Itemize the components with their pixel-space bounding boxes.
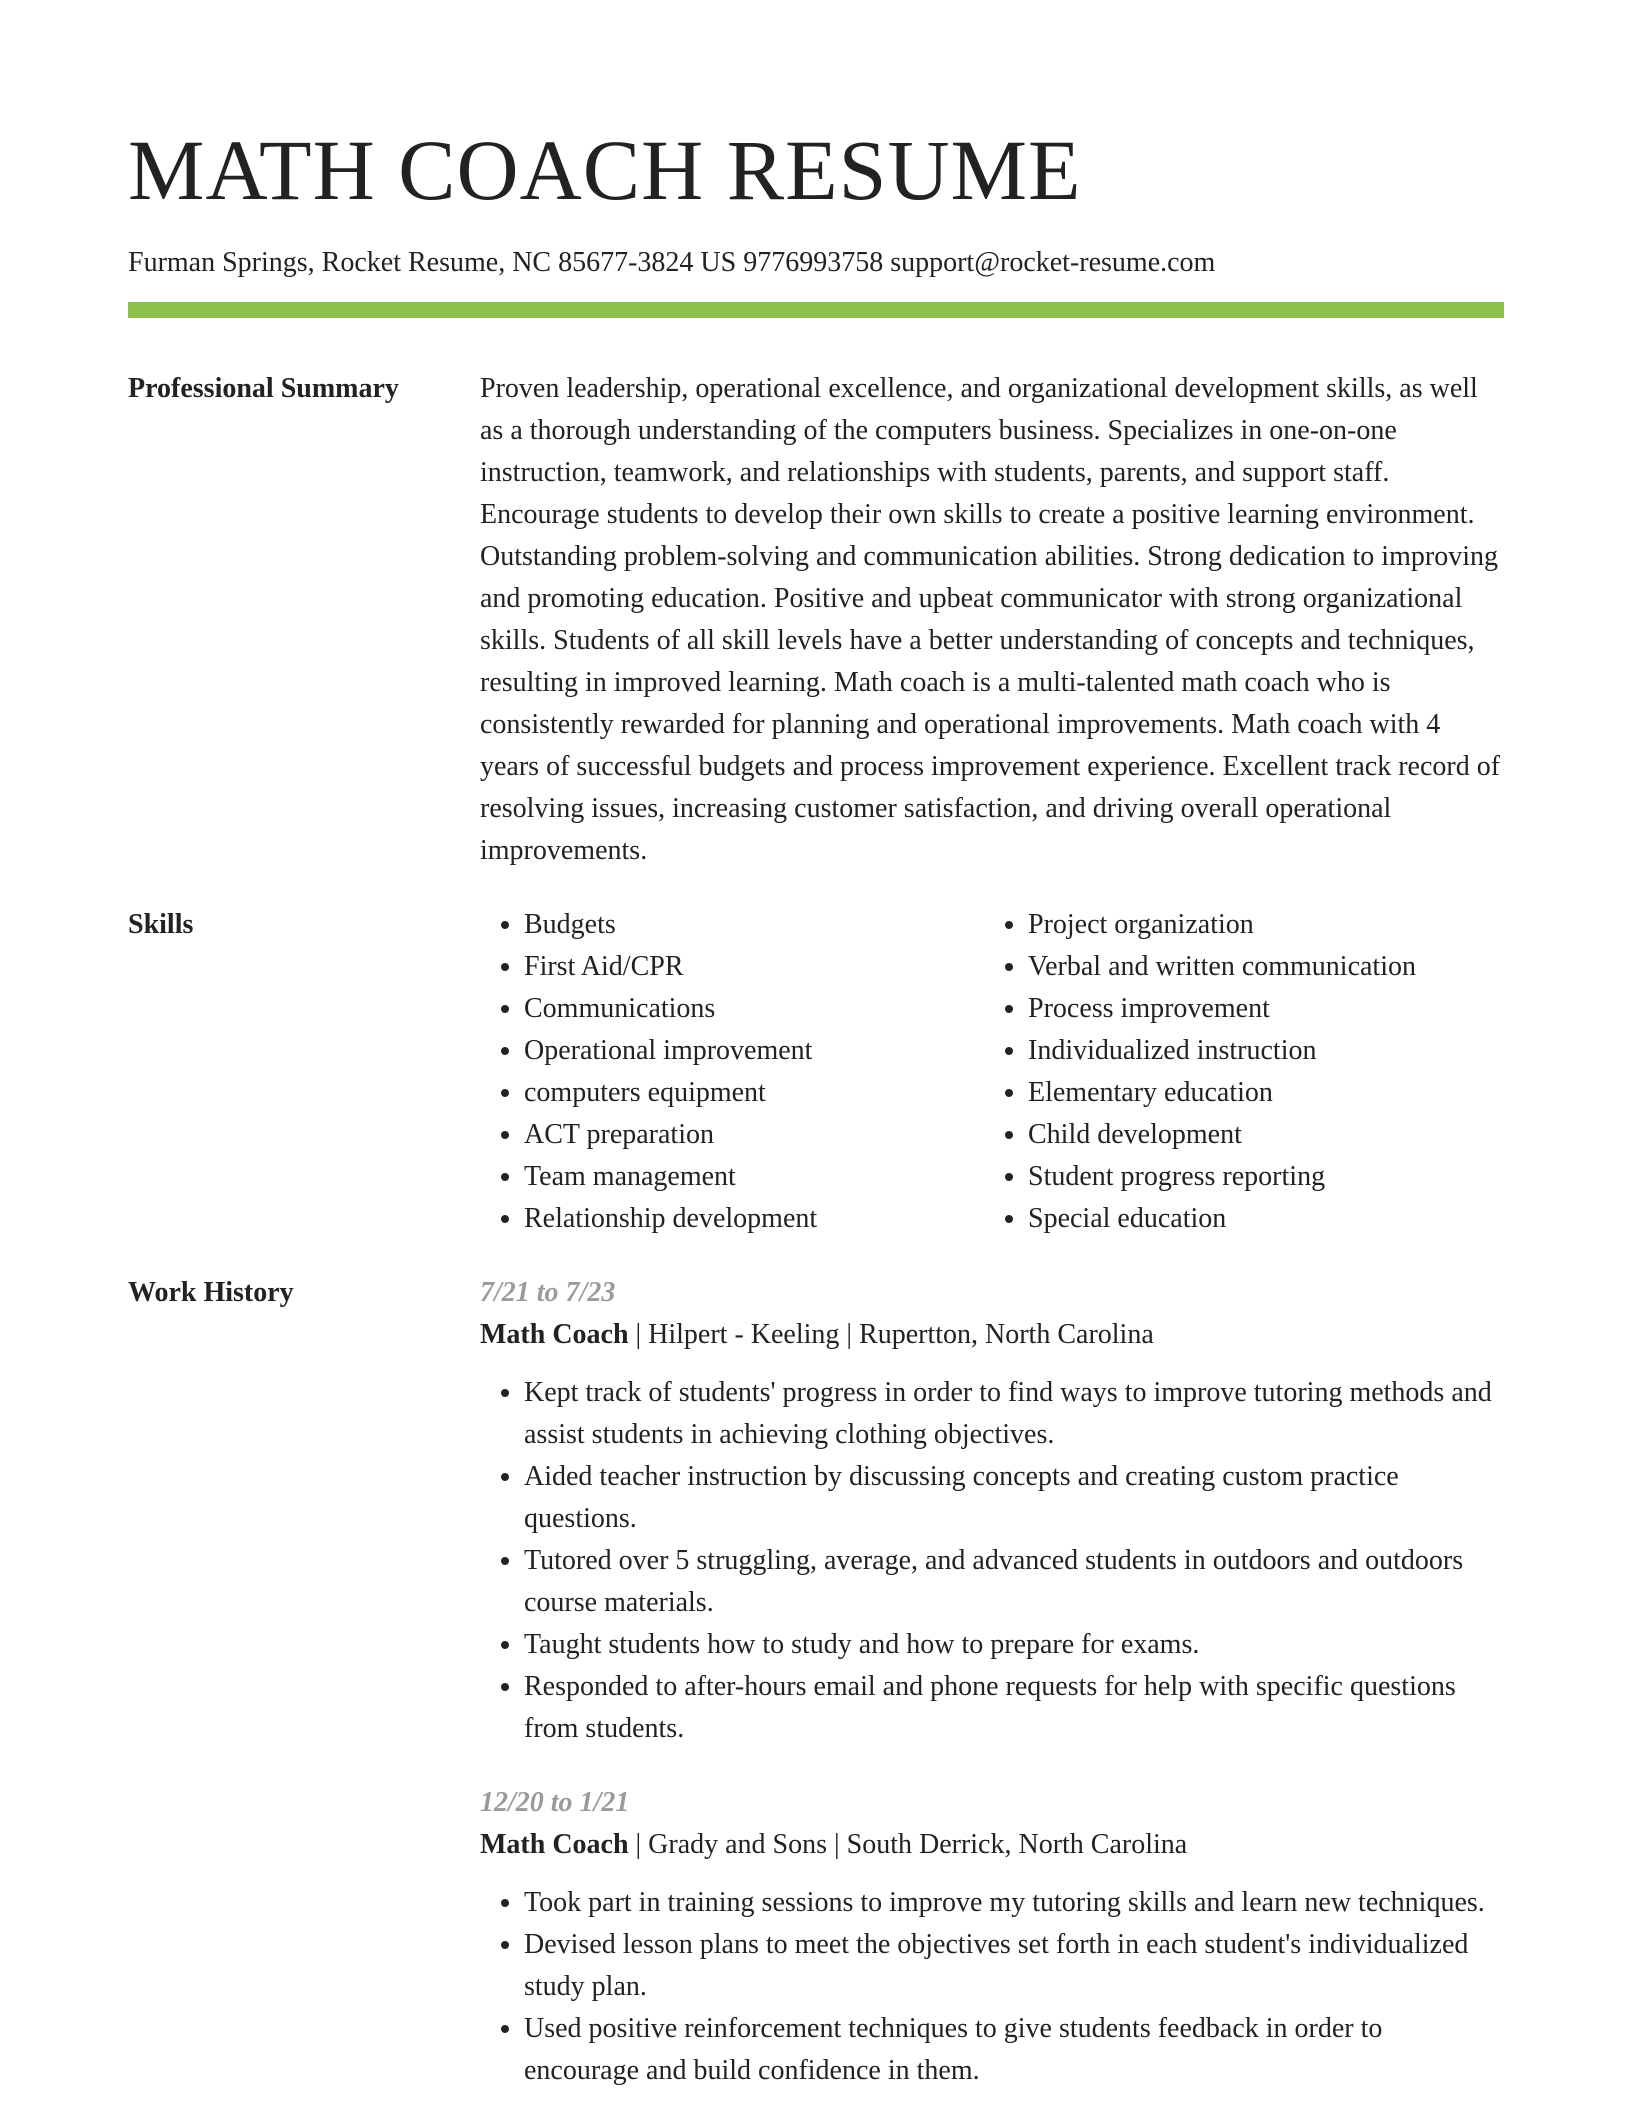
job-bullet: • Tutored over 5 struggling, average, and advanced students in outdoors and outdoors course materials. [524, 1540, 1504, 1624]
skill-item: • Operational improvement [524, 1030, 984, 1072]
job-bullet-list [480, 1372, 1504, 1750]
skill-item: • Elementary education [1028, 1072, 1504, 1114]
job-bullet: • Aided teacher instruction by discussing concepts and creating custom practice questions. [524, 1456, 1504, 1540]
work-history-heading: Work History [128, 1277, 294, 1308]
summary-body [480, 368, 1504, 872]
job-bullet: • Took part in training sessions to improve my tutoring skills and learn new techniques. [524, 1882, 1504, 1924]
job-bullet: • Devised lesson plans to meet the objectives set forth in each student's individualized study plan. [524, 1924, 1504, 2008]
job-bullet: • Kept track of students' progress in order to find ways to improve tutoring methods and assist students in achieving clothing objectives. [524, 1372, 1504, 1456]
header-divider [128, 302, 1504, 318]
job-dates: 7/21 to 7/23 [480, 1277, 616, 1308]
work-history-section [128, 1272, 1504, 2092]
summary-heading: Professional Summary [128, 373, 399, 404]
skill-item: • Budgets [524, 904, 984, 946]
job-header [480, 1314, 1504, 1356]
skill-item: • computers equipment [524, 1072, 984, 1114]
job-bullet: • Responded to after-hours email and phone requests for help with specific questions from students. [524, 1666, 1504, 1750]
skill-item: • Process improvement [1028, 988, 1504, 1030]
job-bullet-list [480, 1882, 1504, 2092]
skills-list-left [480, 904, 984, 1240]
skill-item: • ACT preparation [524, 1114, 984, 1156]
skill-item: • Team management [524, 1156, 984, 1198]
summary-section [128, 368, 1504, 872]
job-header [480, 1824, 1504, 1866]
job-title: Math Coach [480, 1829, 629, 1860]
skill-item: • Student progress reporting [1028, 1156, 1504, 1198]
skill-item: • Special education [1028, 1198, 1504, 1240]
summary-text: Proven leadership, operational excellence, and organizational development skills, as well as a thorough understanding of the computers business. Specializes in one-on-one instruction, teamwork, and relationships with students, parents, and support staff. Encourage students to develop their own skills to create a positive learning environment. Outstanding problem-solving and communication abilities. Strong dedication to improving and promoting education. Positive and upbeat communicator with strong organizational skills. Students of all skill levels have a better understanding of concepts and techniques, resulting in improved learning. Math coach is a multi-talented math coach who is consistently rewarded for planning and operational improvements. Math coach with 4 years of successful budgets and process improvement experience. Excellent track record of resolving issues, increasing customer satisfaction, and driving overall operational improvements. [480, 373, 1501, 866]
skill-item: • Individualized instruction [1028, 1030, 1504, 1072]
job-entry [480, 1272, 1504, 1750]
job-title: Math Coach [480, 1319, 629, 1350]
job-details: | Grady and Sons | South Derrick, North Carolina [628, 1829, 1188, 1860]
skill-item: • Verbal and written communication [1028, 946, 1504, 988]
job-bullet: • Taught students how to study and how to prepare for exams. [524, 1624, 1504, 1666]
job-details: | Hilpert - Keeling | Rupertton, North Carolina [628, 1319, 1154, 1350]
contact-info: Furman Springs, Rocket Resume, NC 85677-3824 US 9776993758 support@rocket-resume.com [128, 247, 1216, 278]
skill-item: • Relationship development [524, 1198, 984, 1240]
skill-item: • Communications [524, 988, 984, 1030]
work-history-body [480, 1272, 1504, 2092]
job-entry [480, 1782, 1504, 2092]
skills-list-right [984, 904, 1504, 1240]
job-bullet: • Used positive reinforcement techniques to give students feedback in order to encourage and build confidence in them. [524, 2008, 1504, 2092]
resume-page [128, 0, 1504, 2092]
skills-section [128, 904, 1504, 1240]
page-title: MATH COACH RESUME [128, 122, 1082, 218]
skill-item: • Project organization [1028, 904, 1504, 946]
skill-item: • First Aid/CPR [524, 946, 984, 988]
skills-heading: Skills [128, 909, 194, 940]
skill-item: • Child development [1028, 1114, 1504, 1156]
skills-body [480, 904, 1504, 1240]
job-dates: 12/20 to 1/21 [480, 1787, 630, 1818]
skills-columns [480, 904, 1504, 1240]
